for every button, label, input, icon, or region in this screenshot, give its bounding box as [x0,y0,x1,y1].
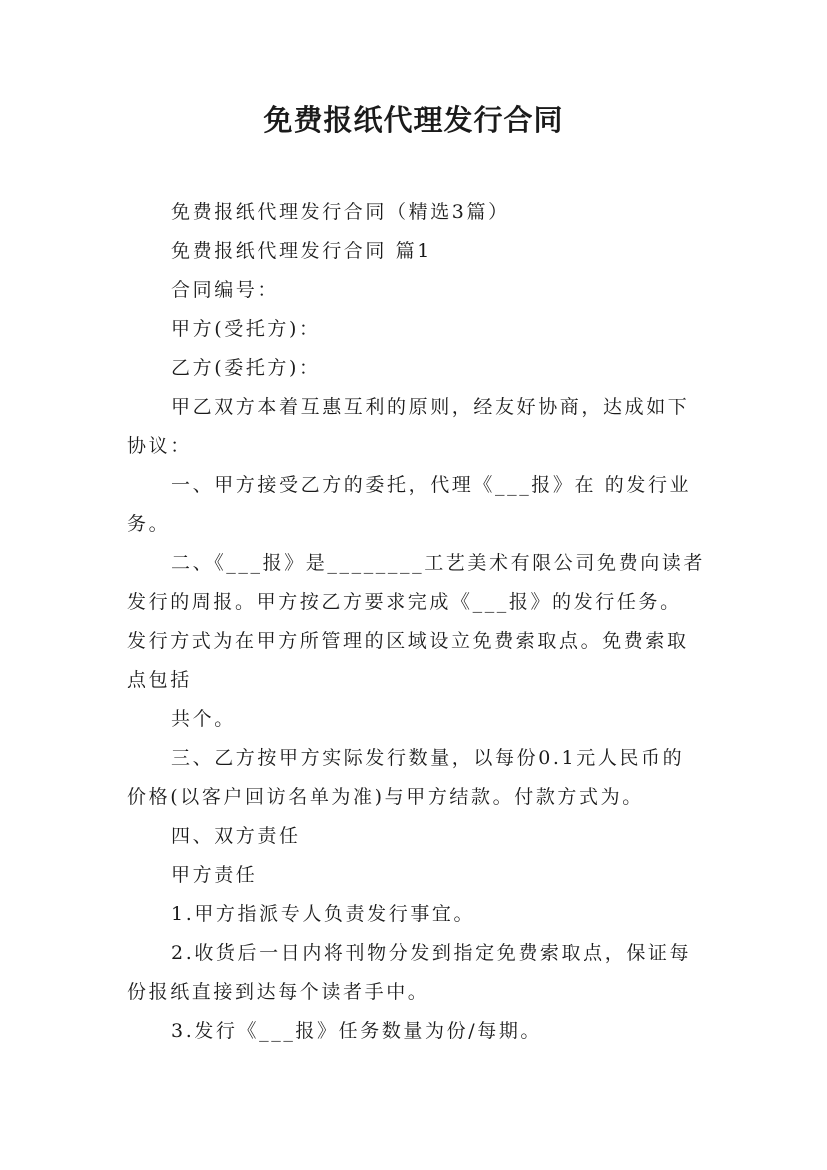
paragraph-line: 二、《___报》是________工艺美术有限公司免费向读者 [171,552,706,574]
party-b-line: 乙方(委托方)： [171,357,321,379]
paragraph-line: 一、甲方接受乙方的委托，代理《___报》在 的发行业 [171,474,692,496]
party-a-line: 甲方(受托方)： [171,318,321,340]
contract-number-line: 合同编号： [171,279,280,301]
section-heading: 免费报纸代理发行合同 篇1 [171,240,432,262]
paragraph-line: 份报纸直接到达每个读者手中。 [127,981,430,1003]
paragraph-line: 2.收货后一日内将刊物分发到指定免费索取点，保证每 [171,942,692,964]
paragraph-line: 1.甲方指派专人负责发行事宜。 [171,903,476,925]
paragraph-line: 发行的周报。甲方按乙方要求完成《___报》的发行任务。 [127,591,682,613]
paragraph-line: 务。 [127,513,171,535]
paragraph-line: 协议： [127,435,192,457]
document-title: 免费报纸代理发行合同 [263,103,564,137]
paragraph-line: 甲乙双方本着互惠互利的原则，经友好协商，达成如下 [171,396,690,418]
paragraph-line: 价格(以客户回访名单为准)与甲方结款。付款方式为。 [127,786,644,808]
paragraph-line: 三、乙方按甲方实际发行数量，以每份0.1元人民币的 [171,747,685,769]
paragraph-line: 点包括 [127,669,192,691]
paragraph-line: 发行方式为在甲方所管理的区域设立免费索取点。免费索取 [127,630,689,652]
paragraph-line: 四、双方责任 [171,825,301,847]
paragraph-line: 3.发行《___报》任务数量为份/每期。 [171,1020,543,1042]
paragraph-line: 甲方责任 [171,864,258,886]
paragraph-line: 共个。 [171,708,236,730]
subtitle-line: 免费报纸代理发行合同（精选3篇） [171,201,510,223]
